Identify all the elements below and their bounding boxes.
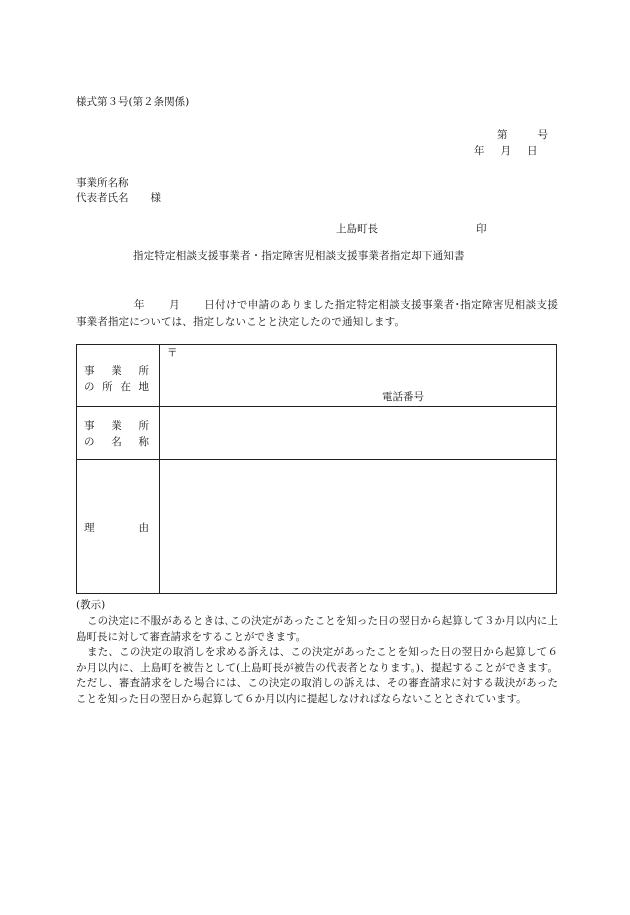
document-title: 指定特定相談支援事業者・指定障害児相談支援事業者指定却下通知書 [133,250,465,262]
addressee-office-label: 事業所名称 [76,177,129,189]
doc-number-suffix: 号 [537,129,548,141]
document-number [497,130,548,141]
reason-label-line1: 理 由 [84,522,149,534]
name-label-line1: 事 業 所 [84,420,149,432]
name-label-cell [77,407,160,460]
table-row-name [77,407,557,460]
sender-name: 上島町長 [336,223,378,235]
addressee-honorific: 様 [150,192,161,204]
reason-label-cell [77,460,160,594]
notes-heading: (教示) [76,599,106,611]
notes-section [76,614,558,707]
date-day: 日 [527,145,538,157]
location-label-line1: 事 業 所 [84,365,149,377]
table-row-location [77,345,557,407]
body-year: 年 [134,299,145,311]
document-date [474,146,538,157]
location-label-cell [77,345,160,407]
location-label-line2: の 所 在 地 [84,381,149,393]
table-row-reason [77,460,557,594]
location-value-cell [160,345,557,407]
info-table [76,344,557,594]
postal-mark: 〒 [167,347,178,359]
seal-mark: 印 [476,223,487,235]
name-value-cell [160,407,557,460]
notes-paragraph-2: また、この決定の取消しを求める訴えは、この決定があったことを知った日の翌日から起算して６か月以内に、上島町を被告として(上島町長が被告の代表者となります。)、提起することができます。ただし、審査請求をした場合には、この決定の取消しの訴えは、その審査請求に対する裁決があったことを知った日の翌日から起算して６か月以内に提起しなければならないこととされています。 [76,646,558,705]
addressee-representative [76,193,161,204]
date-year: 年 [474,145,485,157]
sender [336,224,487,235]
body-paragraph [76,297,558,331]
body-text: 日付けで申請のありました指定特定相談支援事業者･指定障害児相談支援事業者指定については、指定しないことと決定したので通知します。 [76,299,558,328]
doc-number-label: 第 [497,129,508,141]
body-month: 月 [168,299,181,311]
phone-label: 電話番号 [382,391,424,403]
name-label-line2: の 名 称 [84,436,149,448]
reason-value-cell [160,460,557,594]
addressee-rep-label: 代表者氏名 [76,192,129,204]
date-month: 月 [500,145,511,157]
notes-paragraph-1: この決定に不服があるときは､この決定があったことを知った日の翌日から起算して３か月以内に上島町長に対して審査請求をすることができます。 [76,615,558,643]
form-number: 様式第３号(第２条関係) [76,96,190,108]
